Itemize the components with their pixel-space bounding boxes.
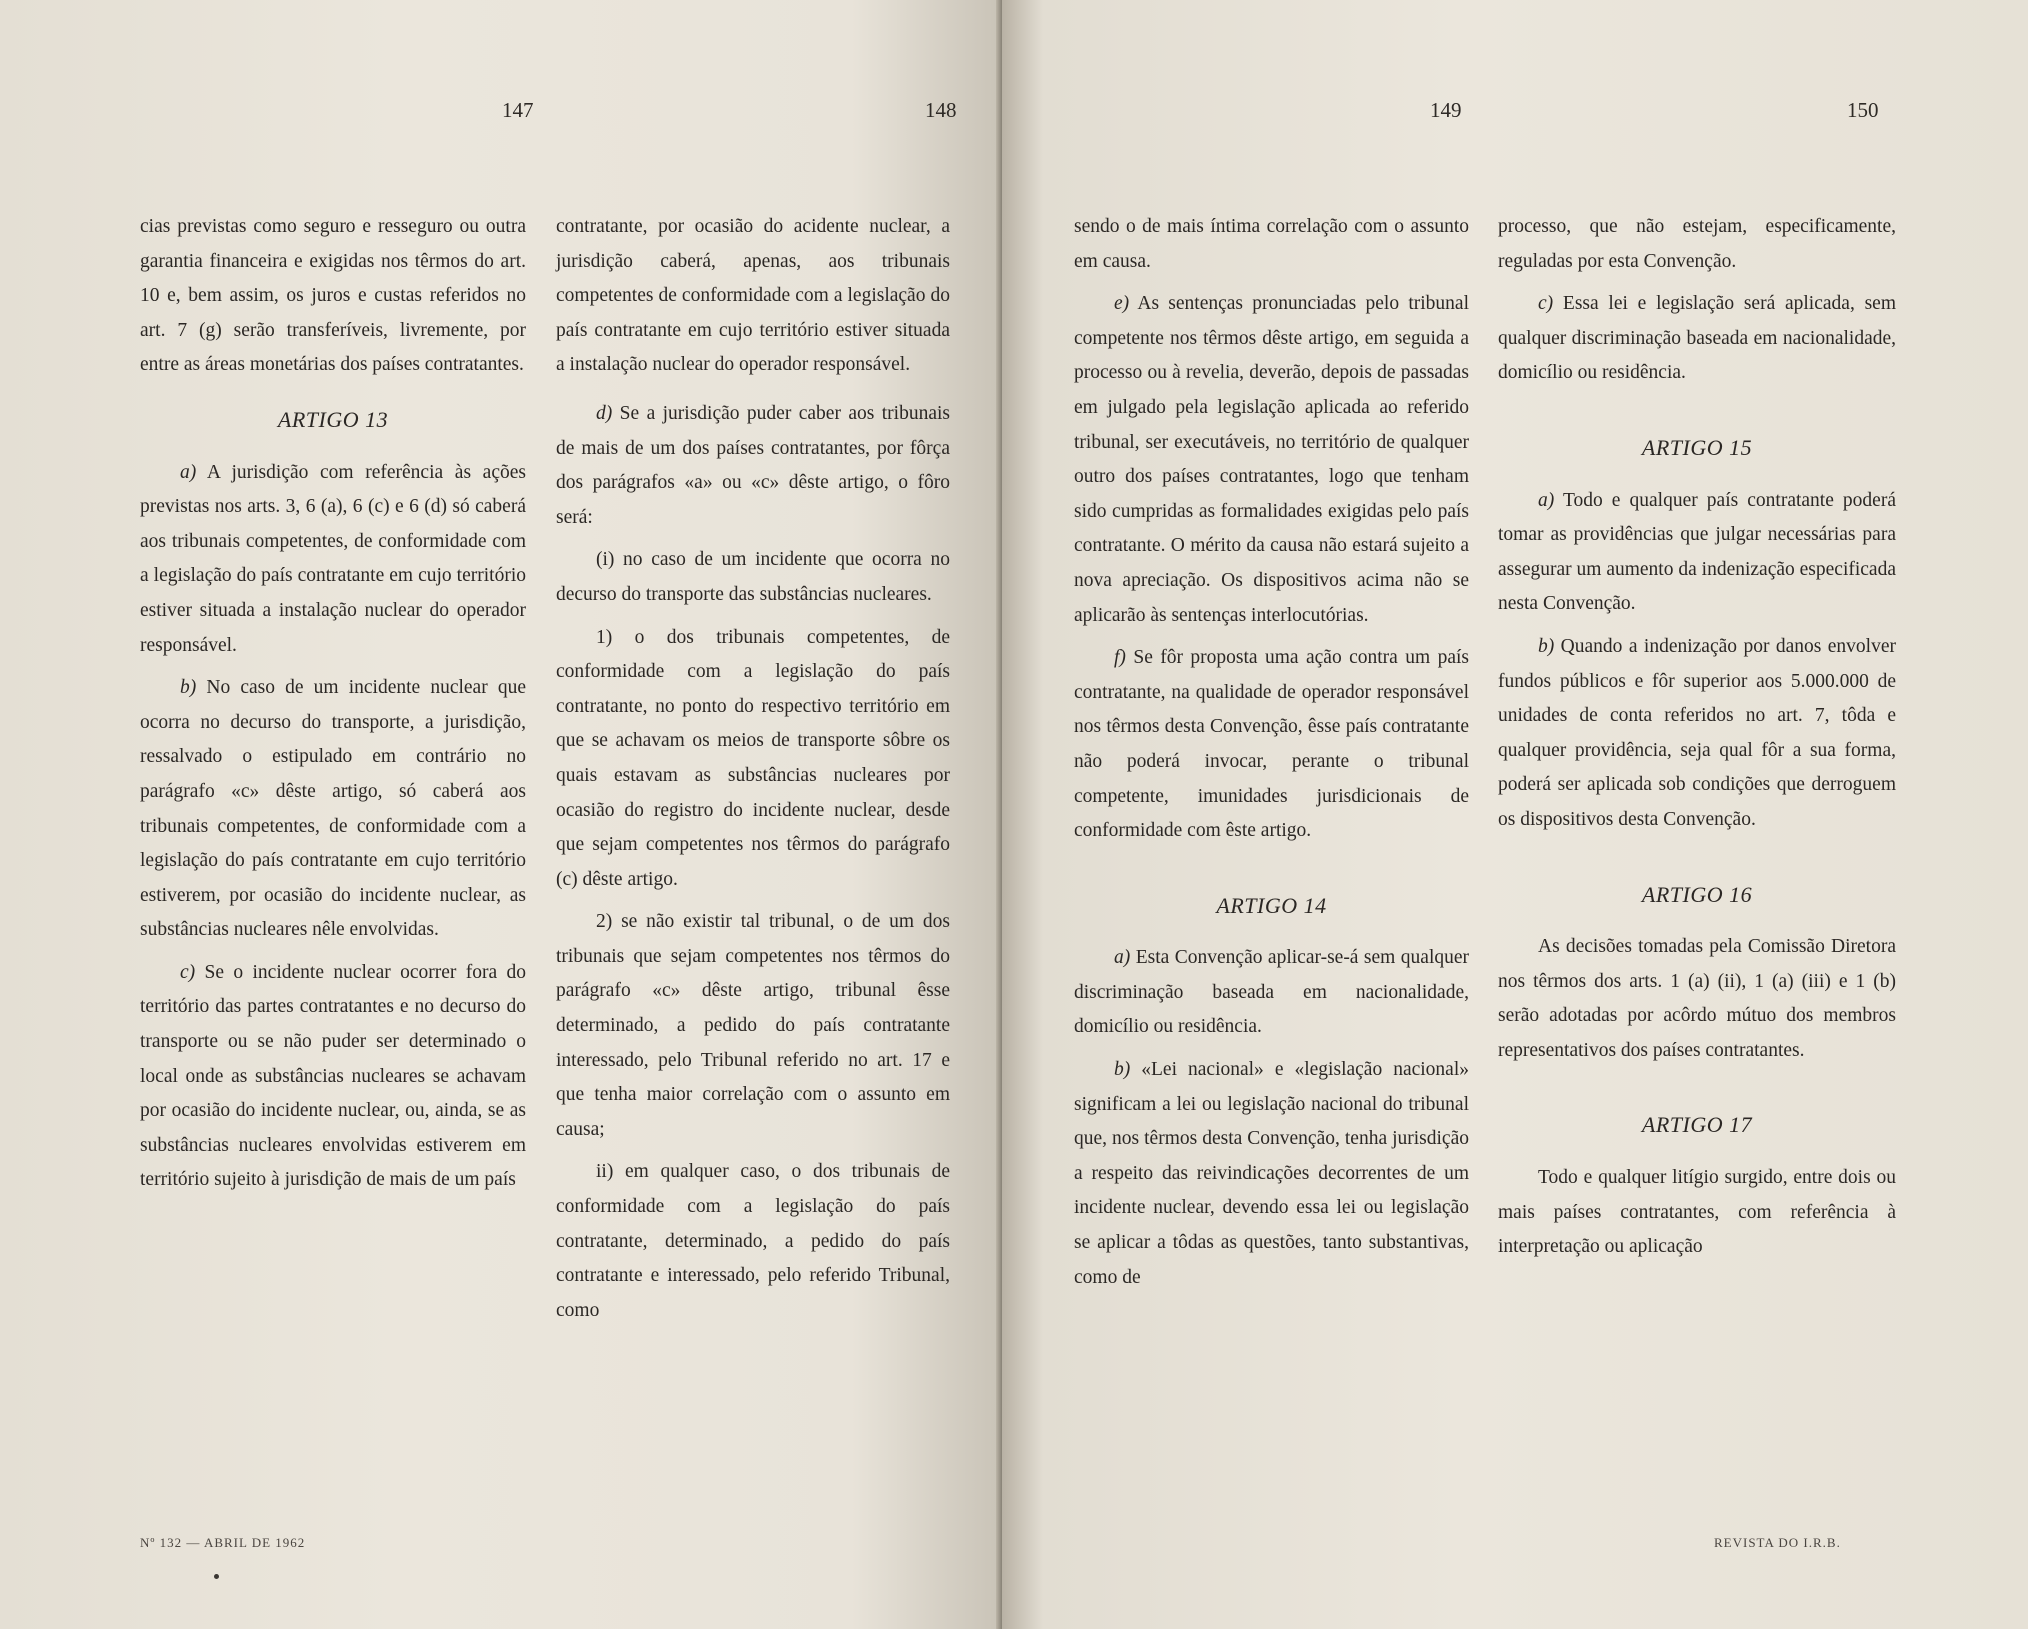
left-page [0, 0, 1002, 1629]
right-page [1002, 0, 2028, 1629]
clause-label: f) [1114, 647, 1126, 669]
paragraph [1498, 630, 1896, 838]
clause-text: Quando a indenização por danos envolver fundos públicos e fôr superior aos 5.000.000 de unidades de conta referidos no art. 7, tôda e qualquer providência, seja qual fôr a sua forma, poderá ser aplicada sob condições que derroguem os dispositivos desta Convenção. [1498, 635, 1896, 830]
clause-label: c) [180, 961, 196, 983]
clause-label: a) [1538, 489, 1555, 511]
clause-text: Todo e qualquer país contratante poderá tomar as providências que julgar necessárias para assegurar um aumento da indenização especificada nesta Convenção. [1498, 489, 1896, 615]
page-number-148: 148 [925, 98, 957, 122]
page-148-column [556, 210, 950, 1336]
clause-text: As sentenças pronunciadas pelo tribunal competente nos têrmos dêste artigo, em seguida a processo ou à revelia, deverão, depois de passadas em julgado pela legislação aplicada ao referido tribunal, ser executáveis, no território de qualquer outro dos países contratantes, logo que tenham sido cumpridas as formalidades exigidas pelo país contratante. O mérito da causa não estará sujeito a nova apreciação. Os dispositivos acima não se aplicarão às sentenças interlocutórias. [1074, 293, 1469, 626]
article-heading: ARTIGO 17 [1641, 1112, 1753, 1138]
paragraph [1074, 1053, 1469, 1295]
clause-text: A jurisdição com referência às ações previstas nos arts. 3, 6 (a), 6 (c) e 6 (d) só caberá aos tribunais competentes, de conformidade com a legislação do país contratante em cujo território estiver situada a instalação nuclear do operador responsável. [140, 461, 526, 656]
paragraph [1074, 941, 1469, 1045]
page-147-column [140, 210, 526, 1206]
page-150-column [1498, 210, 1896, 1273]
paragraph [140, 456, 526, 664]
page-number-150: 150 [1847, 98, 1879, 122]
clause-text: «Lei nacional» e «legislação nacional» significam a lei ou legislação nacional do tribunal que, nos têrmos desta Convenção, tenha jurisdição a respeito das reivindicações decorrentes de um incidente nuclear, devendo essa lei ou legislação se aplicar a tôdas as questões, tanto substantivas, como de [1074, 1059, 1470, 1288]
paragraph: 2) se não existir tal tribunal, o de um dos tribunais que sejam competentes nos têrmos do parágrafo «c» dêste artigo, tribunal êsse determinado, a pedido do país contratante interessado, pelo Tribunal referido no art. 17 e que tenha maior correlação com o assunto em causa; [556, 911, 950, 1140]
page-number-149: 149 [1430, 98, 1462, 122]
paragraph [1498, 484, 1896, 622]
clause-label: b) [180, 677, 197, 699]
paragraph [1074, 287, 1469, 633]
paragraph: 1) o dos tribunais competentes, de conformidade com a legislação do país contratante, no ponto do respectivo território em que se achavam os meios de transporte sôbre os quais estavam as substâncias nucleares por ocasião do registro do incidente nuclear, desde que sejam competentes nos têrmos do parágrafo (c) dêste artigo. [556, 626, 950, 890]
clause-label: a) [1114, 947, 1131, 969]
paragraph: ii) em qualquer caso, o dos tribunais de conformidade com a legislação do país contratante, determinado, a pedido do país contratante e interessado, pelo referido Tribunal, como [556, 1161, 950, 1321]
paragraph [140, 956, 526, 1198]
paragraph: contratante, por ocasião do acidente nuclear, a jurisdição caberá, apenas, aos tribunais competentes de conformidade com a legislação do país contratante em cujo território estiver situada a instalação nuclear do operador responsável. [556, 216, 950, 376]
paragraph: cias previstas como seguro e resseguro ou outra garantia financeira e exigidas nos têrmos do art. 10 e, bem assim, os juros e custas referidos no art. 7 (g) serão transferíveis, livremente, por entre as áreas monetárias dos países contratantes. [140, 216, 526, 376]
paragraph: (i) no caso de um incidente que ocorra no decurso do transporte das substâncias nucleares. [556, 549, 950, 605]
clause-text: No caso de um incidente nuclear que ocorra no decurso do transporte, a jurisdição, ressalvado o estipulado em contrário no parágrafo «c» dêste artigo, só caberá aos tribunais competentes, de conformidade com a legislação do país contratante em cujo território estiverem, por ocasião do incidente nuclear, as substâncias nucleares nêle envolvidas. [140, 677, 526, 941]
clause-label: e) [1114, 293, 1130, 315]
paragraph: Todo e qualquer litígio surgido, entre dois ou mais países contratantes, com referência à interpretação ou aplicação [1498, 1167, 1896, 1258]
footer-issue: Nº 132 — ABRIL DE 1962 [140, 1535, 306, 1550]
article-heading: ARTIGO 13 [277, 406, 389, 432]
clause-text: Se o incidente nuclear ocorrer fora do território das partes contratantes e no decurso do transporte ou se não puder ser determinado o local onde as substâncias nucleares se achavam por ocasião do incidente nuclear, ou, ainda, se as substâncias nucleares envolvidas estiverem em território sujeito à jurisdição de mais de um país [140, 961, 527, 1191]
paragraph: As decisões tomadas pela Comissão Diretora nos têrmos dos arts. 1 (a) (ii), 1 (a) (iii) e 1 (b) serão adotadas por acôrdo mútuo dos membros representativos dos países contratantes. [1498, 936, 1896, 1061]
clause-text: Esta Convenção aplicar-se-á sem qualquer discriminação baseada em nacionalidade, domicílio ou residência. [1074, 947, 1470, 1038]
paragraph [1074, 641, 1469, 849]
clause-label: d) [596, 402, 613, 424]
paragraph: sendo o de mais íntima correlação com o assunto em causa. [1074, 216, 1469, 272]
page-149-column [1074, 210, 1469, 1303]
paragraph: processo, que não estejam, especificamente, reguladas por esta Convenção. [1498, 216, 1896, 272]
footer-journal: REVISTA DO I.R.B. [1714, 1535, 1841, 1550]
article-heading: ARTIGO 14 [1216, 892, 1327, 918]
paragraph [140, 671, 526, 948]
article-heading: ARTIGO 16 [1641, 881, 1753, 907]
article-heading: ARTIGO 15 [1641, 434, 1753, 460]
clause-label: b) [1538, 635, 1555, 657]
paragraph [1498, 287, 1896, 391]
paragraph [556, 397, 950, 535]
clause-label: c) [1538, 293, 1554, 315]
clause-label: b) [1114, 1059, 1131, 1081]
clause-text: Se fôr proposta uma ação contra um país contratante, na qualidade de operador responsável nos têrmos desta Convenção, êsse país contratante não poderá invocar, perante o tribunal competente, imunidades jurisdicionais de conformidade com êste artigo. [1074, 647, 1470, 842]
page-number-147: 147 [502, 98, 534, 122]
ink-dot [214, 1574, 219, 1579]
clause-label: a) [180, 461, 197, 483]
clause-text: Se a jurisdição puder caber aos tribunais de mais de um dos países contratantes, por fôrça dos parágrafos «a» ou «c» dêste artigo, o fôro será: [556, 402, 950, 528]
clause-text: Essa lei e legislação será aplicada, sem qualquer discriminação baseada em nacionalidade, domicílio ou residência. [1498, 293, 1896, 384]
